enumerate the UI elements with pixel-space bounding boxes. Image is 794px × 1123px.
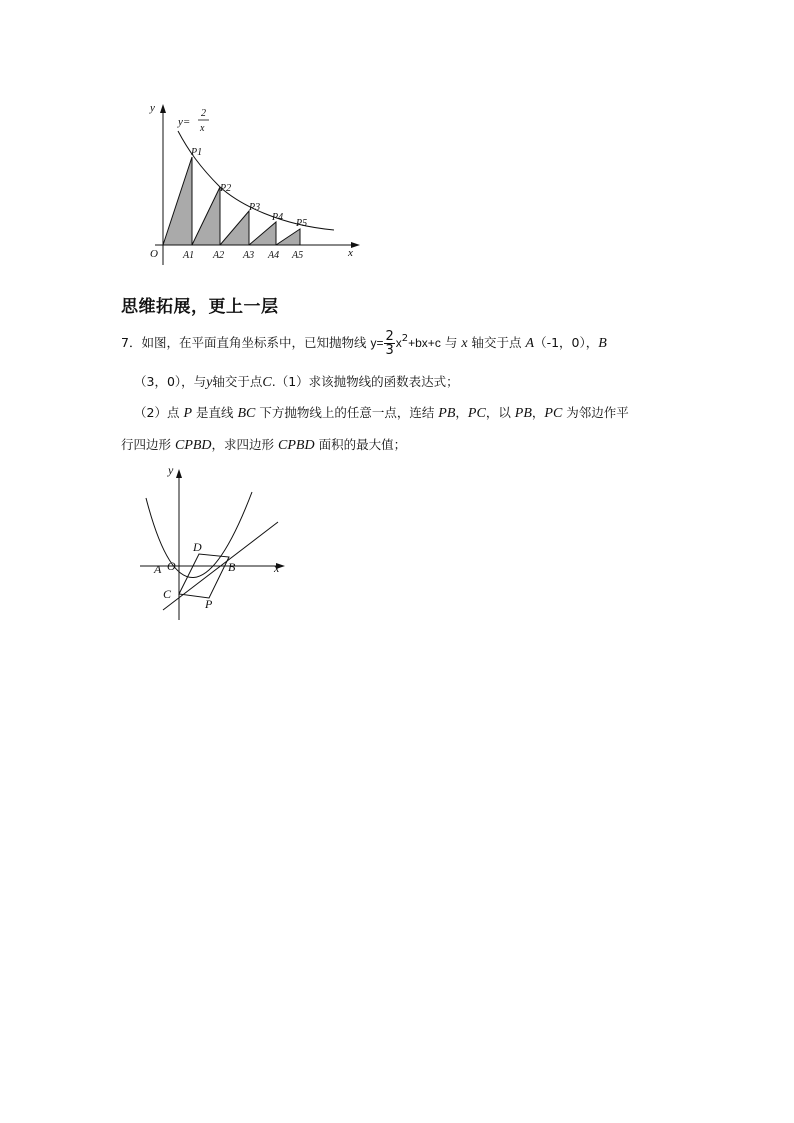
problem-line-4 bbox=[121, 437, 406, 454]
y-axis-label: y bbox=[168, 463, 174, 477]
line3-segment: BC bbox=[237, 406, 256, 421]
line2-text-a: （3，0），与 bbox=[134, 374, 207, 389]
line3-segment: 下方抛物线上的任意一点，连结 bbox=[255, 405, 439, 420]
label-a3: A3 bbox=[243, 250, 255, 261]
point-b: B bbox=[598, 336, 607, 351]
label-d: D bbox=[193, 540, 202, 554]
line3-segment: PC bbox=[544, 406, 563, 421]
label-p4: P4 bbox=[272, 212, 284, 223]
label-a1: A1 bbox=[183, 250, 195, 261]
label-o: O bbox=[167, 559, 176, 573]
line3-segment: P bbox=[183, 406, 192, 421]
line1-text-c: 轴交于点 bbox=[471, 335, 522, 350]
line4-segment: 行四边形 bbox=[121, 437, 175, 452]
line3-segment: PC bbox=[467, 406, 486, 421]
equation-denominator: 3 bbox=[385, 343, 394, 358]
line4-segment: CPBD bbox=[174, 438, 212, 453]
line3-segment: ，以 bbox=[485, 405, 515, 420]
label-p1: P1 bbox=[191, 147, 203, 158]
label-p2: P2 bbox=[220, 183, 232, 194]
line4-segment: 面积的最大值； bbox=[314, 437, 407, 452]
y-axis-label: y bbox=[150, 102, 155, 114]
label-a4: A4 bbox=[268, 250, 280, 261]
line4-segment: CPBD bbox=[278, 438, 315, 453]
triangle-2 bbox=[192, 187, 220, 245]
label-b: B bbox=[228, 560, 236, 574]
problem-line-3 bbox=[134, 405, 629, 422]
function-denominator: x bbox=[200, 123, 205, 134]
equation-numerator: 2 bbox=[385, 329, 394, 344]
label-p3: P3 bbox=[249, 202, 261, 213]
shaded-triangles bbox=[163, 157, 300, 245]
section-heading: 思维拓展，更上一层 bbox=[121, 297, 279, 317]
line2-text-c: .（1）求该抛物线的函数表达式； bbox=[271, 374, 459, 389]
parabola-curve bbox=[146, 492, 252, 578]
x-axis-label: x bbox=[274, 561, 280, 575]
y-arrow bbox=[176, 469, 182, 478]
triangle-4 bbox=[249, 222, 276, 245]
x-axis-label: x bbox=[348, 247, 353, 259]
equation-rest: +bx+c bbox=[408, 336, 441, 350]
line3-segment: ， bbox=[455, 405, 468, 420]
line1-text-a: 7．如图，在平面直角坐标系中，已知抛物线 bbox=[121, 335, 367, 350]
line1-text-b: 与 bbox=[444, 335, 458, 350]
line2-text-b: 轴交于点 bbox=[212, 374, 263, 389]
var-x: x bbox=[461, 336, 468, 351]
line3-segment: PB bbox=[514, 406, 532, 421]
line3-segment: 是直线 bbox=[192, 405, 238, 420]
label-p5: P5 bbox=[296, 218, 308, 229]
var-y: y bbox=[206, 375, 213, 390]
label-a: A bbox=[154, 562, 162, 576]
problem-line-2 bbox=[134, 374, 459, 391]
line4-segment: ，求四边形 bbox=[211, 437, 279, 452]
triangle-1 bbox=[163, 157, 192, 245]
label-c: C bbox=[163, 587, 172, 601]
label-p: P bbox=[205, 597, 213, 611]
line1-text-d: （-1，0）， bbox=[534, 335, 599, 350]
equation-exponent: 2 bbox=[401, 333, 409, 344]
y-arrow bbox=[160, 104, 166, 113]
line3-segment: ， bbox=[531, 405, 545, 420]
line3-segment: （2）点 bbox=[134, 405, 184, 420]
figure-parabola bbox=[135, 460, 295, 625]
equation-fraction bbox=[384, 330, 394, 357]
equation-y: y= bbox=[370, 336, 384, 350]
origin-label: O bbox=[150, 248, 158, 260]
point-a: A bbox=[525, 336, 535, 351]
line3-segment: PB bbox=[438, 406, 456, 421]
figure-hyperbola bbox=[140, 95, 370, 265]
label-a2: A2 bbox=[213, 250, 225, 261]
line3-segment: 为邻边作平 bbox=[562, 405, 629, 420]
problem-line-1 bbox=[121, 330, 607, 357]
triangle-3 bbox=[220, 211, 249, 245]
hyperbola-curve bbox=[178, 131, 334, 230]
point-c: C bbox=[262, 375, 272, 390]
equation-x: x bbox=[395, 336, 402, 350]
label-a5: A5 bbox=[292, 250, 304, 261]
triangle-5 bbox=[276, 229, 300, 245]
function-numerator: 2 bbox=[201, 108, 206, 119]
function-lhs: y= bbox=[178, 116, 191, 128]
